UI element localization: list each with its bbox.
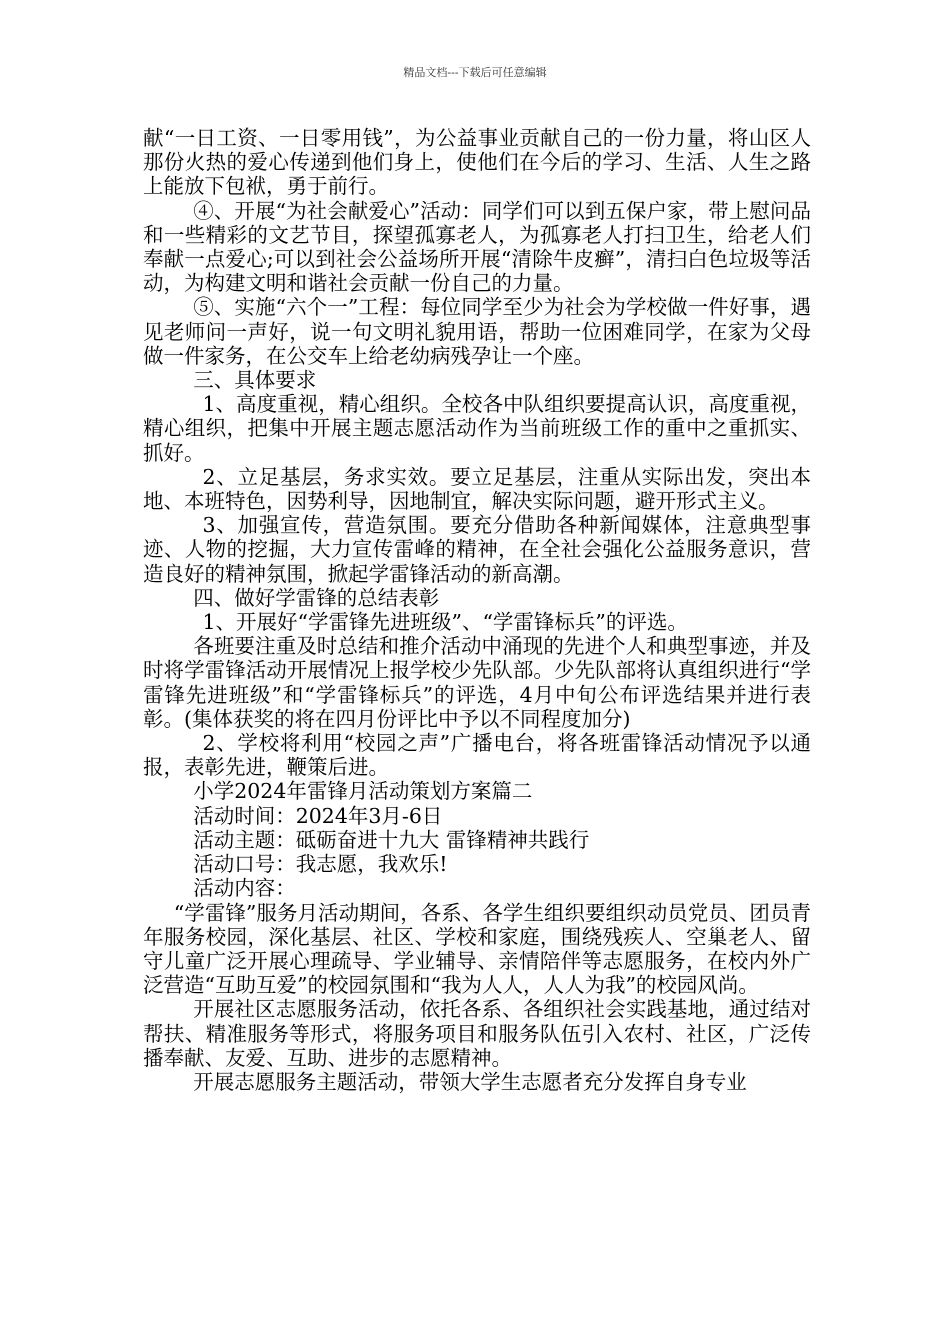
paragraph: 活动时间：2024年3月-6日: [193, 803, 443, 828]
paragraph: “学雷锋”服务月活动期间，各系、各学生组织要组织动员党员、团员青年服务校园，深化基层、社区、学校和家庭，围绕残疾人、空巢老人、留守儿童广泛开展心理疏导、学业辅导、亲情陪伴等志愿服务，在校内外广泛营造“互助互爱”的校园氛围和“我为人人，人人为我”的校园风尚。: [143, 900, 811, 998]
paragraph: 2、立足基层，务求实效。要立足基层，注重从实际出发，突出本地、本班特色，因势利导，因地制宜，解决实际问题，避开形式主义。: [143, 464, 811, 514]
paragraph: 献“一日工资、一日零用钱”，为公益事业贡献自己的一份力量，将山区人那份火热的爱心传递到他们身上，使他们在今后的学习、生活、人生之路上能放下包袱，勇于前行。: [143, 126, 811, 199]
page-header: 精品文档---下载后可任意编辑: [403, 66, 547, 79]
paragraph: 开展社区志愿服务活动，依托各系、各组织社会实践基地，通过结对帮扶、精准服务等形式，将服务项目和服务队伍引入农村、社区，广泛传播奉献、友爱、互助、进步的志愿精神。: [143, 997, 811, 1070]
paragraph: 活动口号：我志愿，我欢乐!: [193, 852, 448, 877]
paragraph: ⑤、实施“六个一”工程：每位同学至少为社会为学校做一件好事，遇见老师问一声好，说一句文明礼貌用语，帮助一位困难同学，在家为父母做一件家务，在公交车上给老幼病残孕让一个座。: [143, 295, 811, 368]
paragraph: 开展志愿服务主题活动，带领大学生志愿者充分发挥自身专业: [193, 1069, 747, 1094]
paragraph: ④、开展“为社会献爱心”活动：同学们可以到五保户家，带上慰问品和一些精彩的文艺节目，探望孤寡老人，为孤寡老人打扫卫生，给老人们奉献一点爱心;可以到社会公益场所开展“清除牛皮癣”，清扫白色垃圾等活动，为构建文明和谐社会贡献一份自己的力量。: [143, 198, 811, 296]
section-heading: 三、具体要求: [193, 368, 317, 393]
document-body: [143, 126, 811, 1094]
paragraph: 1、高度重视，精心组织。全校各中队组织要提高认识，高度重视，精心组织，把集中开展主题志愿活动作为当前班级工作的重中之重抓实、抓好。: [143, 392, 811, 465]
paragraph: 活动主题：砥砺奋进十九大 雷锋精神共践行: [193, 827, 590, 852]
paragraph: 活动内容：: [193, 876, 296, 901]
section-heading: 四、做好学雷锋的总结表彰: [193, 585, 440, 610]
paragraph: 各班要注重及时总结和推介活动中涌现的先进个人和典型事迹，并及时将学雷锋活动开展情况上报学校少先队部。少先队部将认真组织进行“学雷锋先进班级”和“学雷锋标兵”的评选，4月中旬公布评选结果并进行表彰。(集体获奖的将在四月份评比中予以不同程度加分): [143, 634, 811, 731]
paragraph: 2、学校将利用“校园之声”广播电台，将各班雷锋活动情况予以通报，表彰先进，鞭策后进。: [143, 731, 811, 780]
paragraph: 1、开展好“学雷锋先进班级”、“学雷锋标兵”的评选。: [202, 610, 688, 635]
section-heading: 小学2024年雷锋月活动策划方案篇二: [193, 779, 533, 804]
paragraph: 3、加强宣传，营造氛围。要充分借助各种新闻媒体，注意典型事迹、人物的挖掘，大力宣传雷峰的精神，在全社会强化公益服务意识，营造良好的精神氛围，掀起学雷锋活动的新高潮。: [143, 513, 811, 586]
